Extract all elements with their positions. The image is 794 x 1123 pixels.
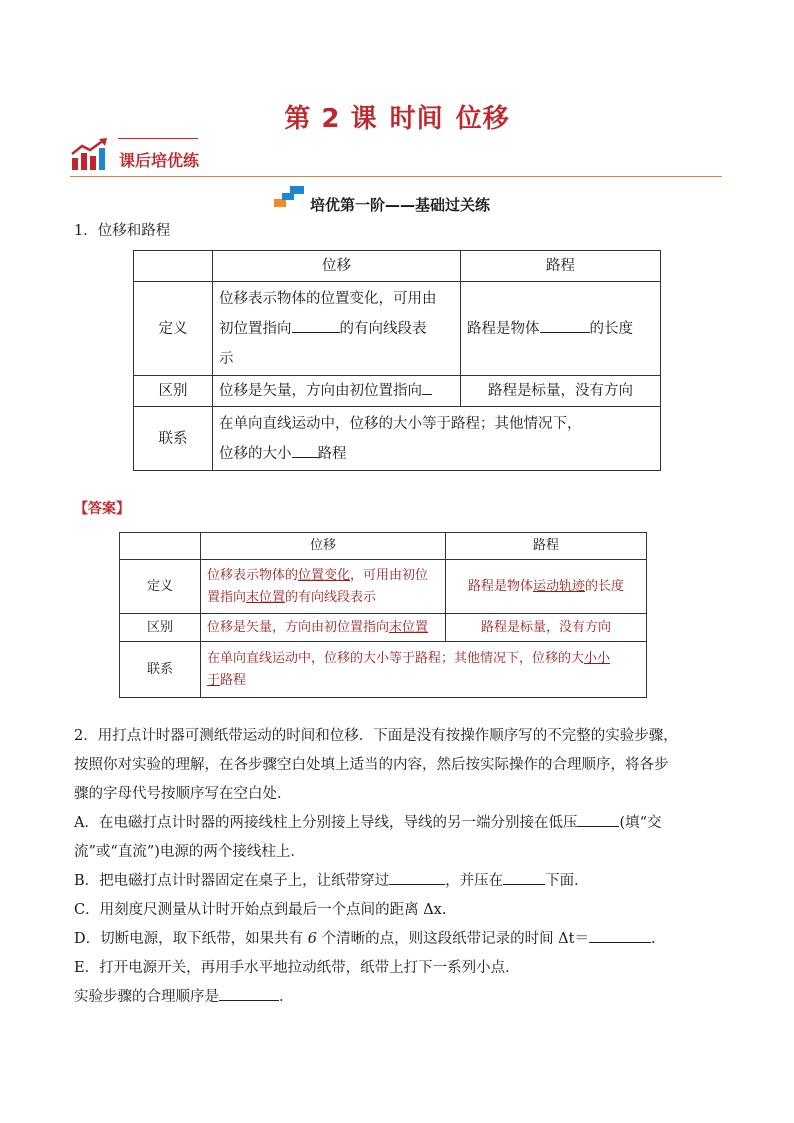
answer-definition-displacement: 位移表示物体的位置变化，可用由初位 置指向末位置的有向线段表示 — [201, 560, 446, 614]
header-distance: 路程 — [446, 533, 647, 560]
header-accent-line — [118, 138, 198, 139]
row-label-definition: 定义 — [134, 282, 213, 376]
question-1-title: 1．位移和路程 — [74, 223, 171, 239]
sub-heading: 培优第一阶——基础过关练 — [310, 196, 491, 214]
question-2: 2．用打点计时器可测纸带运动的时间和位移．下面是没有按操作顺序写的不完整的实验步骤， 按照你对实验的理解，在各步骤空白处填上适当的内容，然后按实际操作的合理顺序，将各步 骤的字母代号按顺序写在空白处． A．在电磁打点计时器的两接线柱上分别接上导线，导线的另一端分别接在低压 (填“交 流”或“直流”)电源的两个接线柱上． B．把电磁打点计时器固定在桌子上，让纸带穿过 ，并压在 下面． C．用刻度尺测量从计时开始点到最后一个点间的距离 Δx. D．切断电源，取下纸带，如果共有 6 个清晰的点，则这段纸带记录的时间 Δt＝ . E．打开电源开关，再用手水平地拉动纸带，纸带上打下一系列小点． 实验步骤的合理顺序是 ． — [74, 728, 678, 1005]
definition-displacement: 位移表示物体的位置变化，可用由 初位置指向 的有向线段表 示 — [213, 282, 461, 376]
header-divider — [70, 176, 722, 177]
blank[interactable] — [219, 984, 279, 1001]
answer-relation-text: 在单向直线运动中，位移的大小等于路程；其他情况下，位移的大小小 于路程 — [201, 642, 647, 698]
blank[interactable] — [292, 316, 340, 333]
header-distance: 路程 — [461, 251, 661, 282]
section-label: 课后培优练 — [119, 151, 200, 170]
blank[interactable] — [540, 316, 590, 333]
relation-text: 在单向直线运动中，位移的大小等于路程；其他情况下， 位移的大小 路程 — [213, 407, 661, 471]
row-label-difference: 区别 — [120, 614, 201, 642]
page-title: 第 2 课 时间 位移 — [284, 104, 510, 134]
blank[interactable] — [589, 926, 651, 943]
table-corner — [134, 251, 213, 282]
answer-label: 【答案】 — [74, 501, 130, 517]
answer-difference-distance: 路程是标量，没有方向 — [446, 614, 647, 642]
blank[interactable] — [503, 868, 545, 885]
row-label-definition: 定义 — [120, 560, 201, 614]
difference-distance: 路程是标量，没有方向 — [461, 376, 661, 407]
header-displacement: 位移 — [213, 251, 461, 282]
blank[interactable] — [577, 810, 619, 827]
row-label-relation: 联系 — [120, 642, 201, 698]
blank[interactable] — [292, 441, 318, 458]
header-displacement: 位移 — [201, 533, 446, 560]
growth-chart-icon — [70, 138, 110, 172]
definition-distance: 路程是物体 的长度 — [461, 282, 661, 376]
answer-definition-distance: 路程是物体运动轨迹的长度 — [446, 560, 647, 614]
answer-difference-displacement: 位移是矢量，方向由初位置指向末位置 — [201, 614, 446, 642]
table-corner — [120, 533, 201, 560]
row-label-difference: 区别 — [134, 376, 213, 407]
blank[interactable] — [389, 868, 445, 885]
answer-table — [119, 532, 647, 698]
row-label-relation: 联系 — [134, 407, 213, 471]
stairs-icon — [274, 184, 308, 208]
blank[interactable] — [422, 378, 432, 395]
difference-displacement: 位移是矢量，方向由初位置指向 — [213, 376, 461, 407]
question-1-table — [133, 250, 661, 471]
